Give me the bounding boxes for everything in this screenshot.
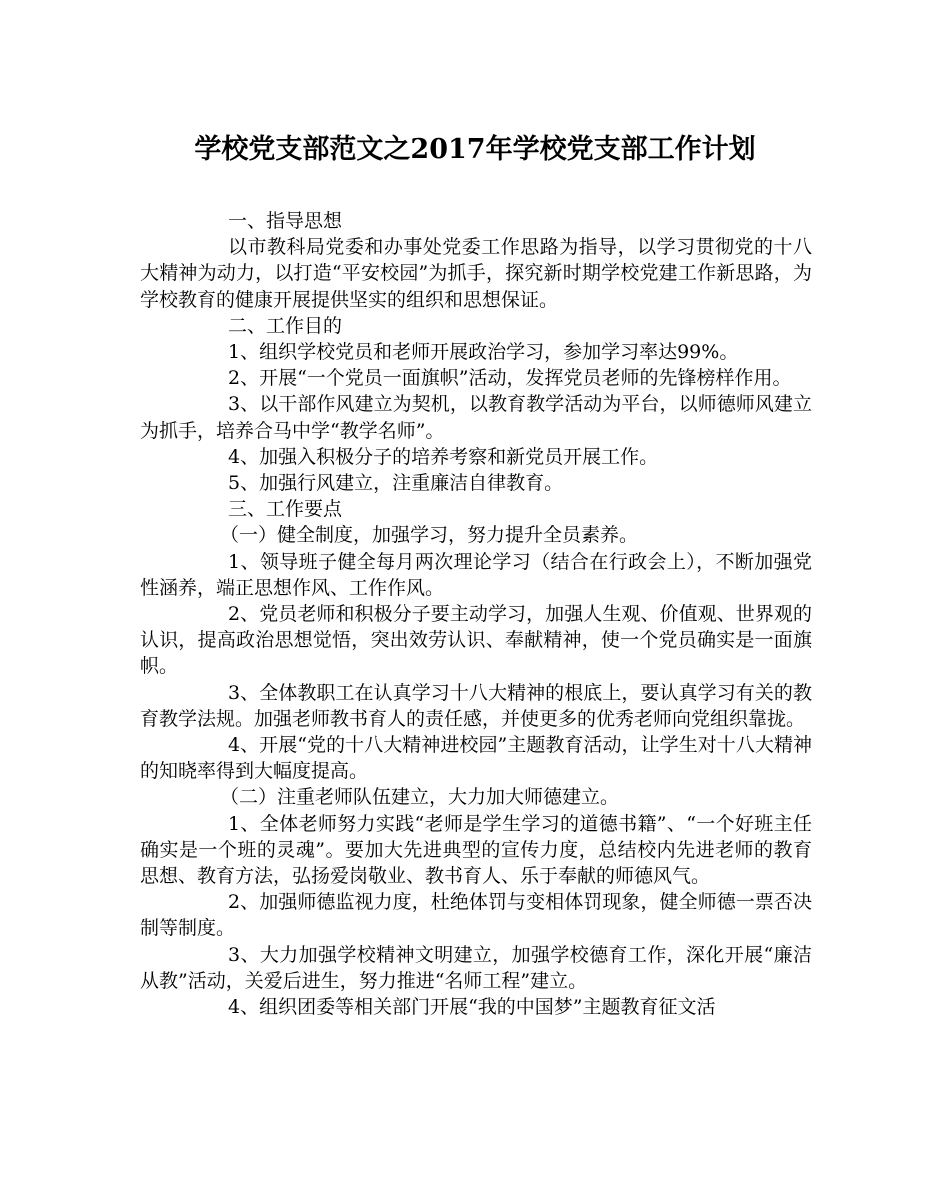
paragraph: 1、组织学校党员和老师开展政治学习，参加学习率达99%。 [228, 341, 739, 364]
section-heading-work-points: 三、工作要点 [228, 498, 343, 521]
paragraph: 4、组织团委等相关部门开展“我的中国梦”主题教育征文活 [228, 996, 716, 1019]
paragraph: 2、加强师德监视力度，杜绝体罚与变相体罚现象，健全师德一票否决制等制度。 [140, 891, 812, 940]
paragraph: 5、加强行风建立，注重廉洁自律教育。 [228, 472, 564, 495]
paragraph: 3、以干部作风建立为契机，以教育教学活动为平台，以师德师风建立为抓手，培养合马中学“教学名师”。 [140, 393, 812, 442]
paragraph: 4、加强入积极分子的培养考察和新党员开展工作。 [228, 445, 659, 468]
paragraph: 以市教科局党委和办事处党委工作思路为指导，以学习贯彻党的十八大精神为动力，以打造“平安校园”为抓手，探究新时期学校党建工作新思路，为学校教育的健康开展提供坚实的组织和思想保证。 [140, 236, 812, 311]
subsection-heading: （二）注重老师队伍建立，大力加大师德建立。 [220, 786, 620, 809]
paragraph: 1、全体老师努力实践“老师是学生学习的道德书籍”、“一个好班主任确实是一个班的灵魂”。要加大先进典型的宣传力度，总结校内先进老师的教育思想、教育方法，弘扬爱岗敬业、教书育人、乐于奉献的师德风气。 [140, 812, 812, 888]
paragraph: 3、全体教职工在认真学习十八大精神的根底上，要认真学习有关的教育教学法规。加强老师教书育人的责任感，并使更多的优秀老师向党组织靠拢。 [140, 681, 812, 730]
document-body [140, 208, 812, 1020]
paragraph: 4、开展“党的十八大精神进校园”主题教育活动，让学生对十八大精神的知晓率得到大幅度提高。 [140, 734, 812, 783]
paragraph: 1、领导班子健全每月两次理论学习（结合在行政会上），不断加强党性涵养，端正思想作风、工作作风。 [140, 550, 812, 599]
subsection-heading: （一）健全制度，加强学习，努力提升全员素养。 [220, 524, 639, 547]
section-heading-guiding-ideology: 一、指导思想 [228, 210, 343, 232]
document-title: 学校党支部范文之2017年学校党支部工作计划 [194, 134, 756, 165]
section-heading-work-goals: 二、工作目的 [228, 314, 343, 337]
paragraph: 3、大力加强学校精神文明建立，加强学校德育工作，深化开展“廉洁从教”活动，关爱后进生，努力推进“名师工程”建立。 [140, 943, 812, 992]
paragraph: 2、党员老师和积极分子要主动学习，加强人生观、价值观、世界观的认识，提高政治思想觉悟，突出效劳认识、奉献精神，使一个党员确实是一面旗帜。 [140, 603, 812, 678]
paragraph: 2、开展“一个党员一面旗帜”活动，发挥党员老师的先锋榜样作用。 [228, 367, 792, 390]
